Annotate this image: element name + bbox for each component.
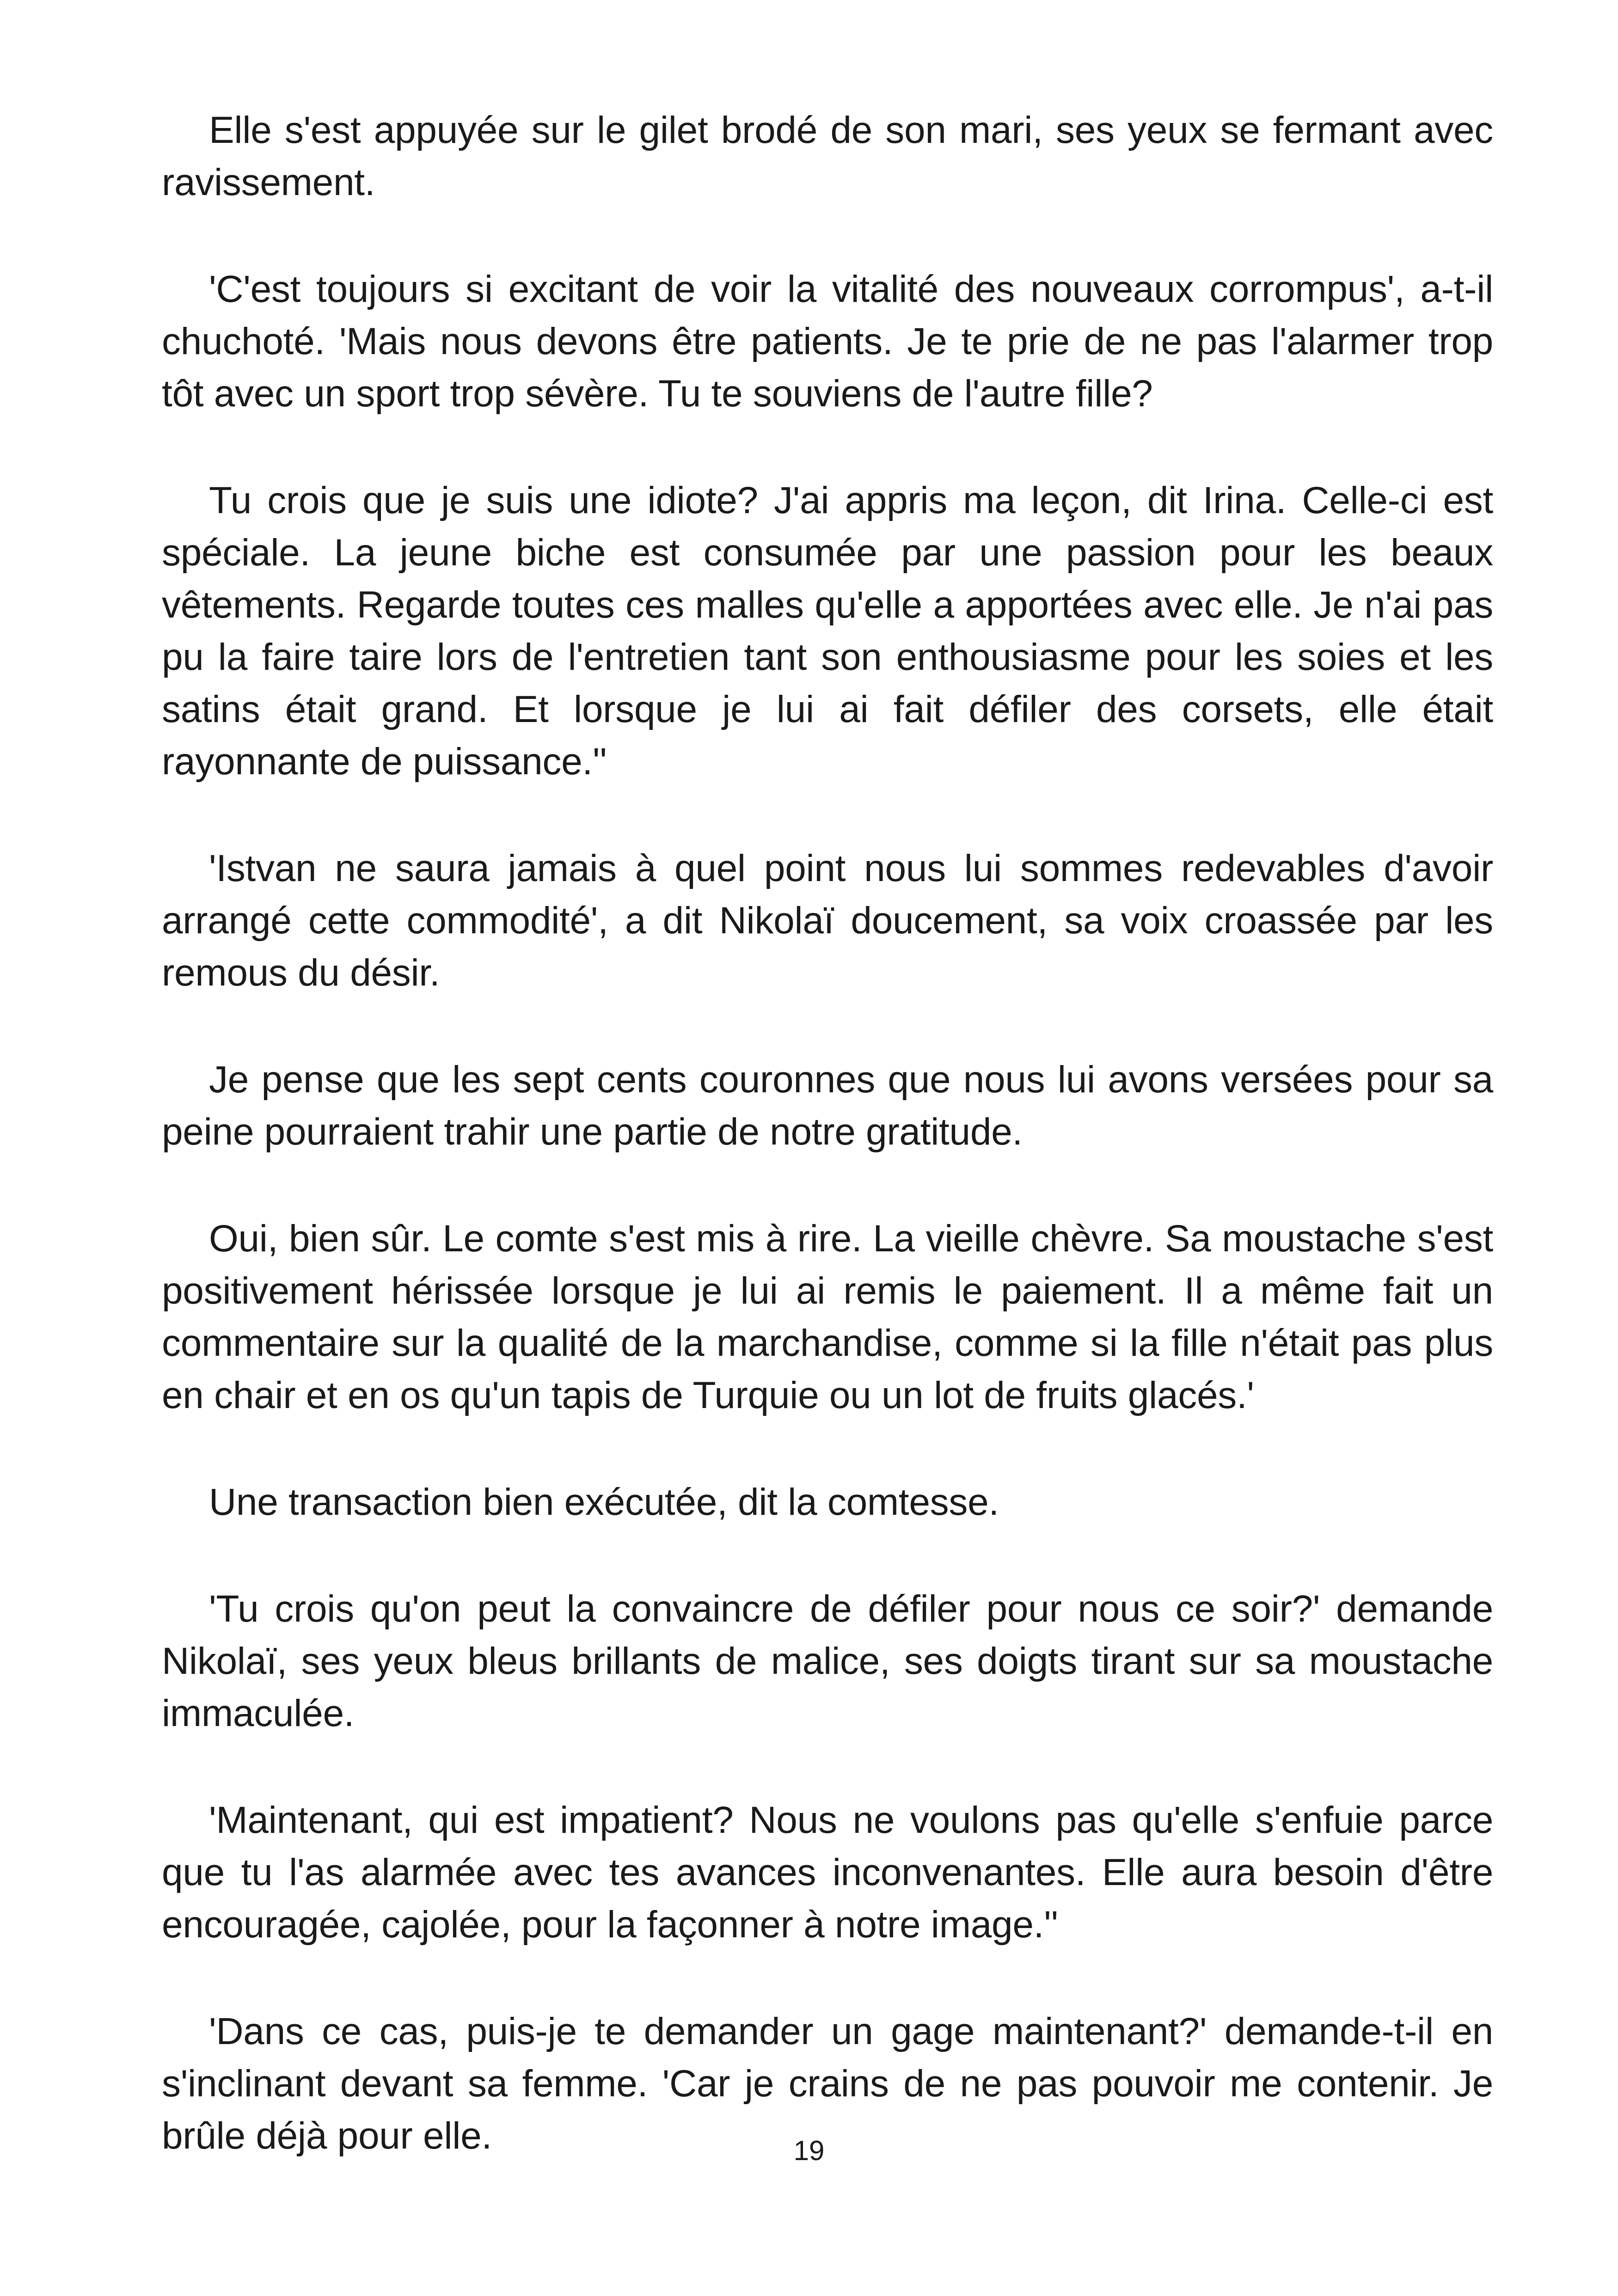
paragraph: Elle s'est appuyée sur le gilet brodé de son mari, ses yeux se fermant avec ravissement. — [162, 109, 1493, 203]
paragraph: Une transaction bien exécutée, dit la comtesse. — [209, 1481, 999, 1523]
page-number: 19 — [793, 2135, 825, 2166]
body-text — [162, 104, 1493, 2216]
paragraph: Je pense que les sept cents couronnes que nous lui avons versées pour sa peine pourraient trahir une partie de notre gratitude. — [162, 1059, 1493, 1153]
paragraph: 'Tu crois qu'on peut la convaincre de défiler pour nous ce soir?' demande Nikolaï, ses yeux bleus brillants de malice, ses doigts tirant sur sa moustache immaculée. — [162, 1588, 1493, 1734]
paragraph: 'Dans ce cas, puis-je te demander un gage maintenant?' demande-t-il en s'inclinant devant sa femme. 'Car je crains de ne pas pouvoir me contenir. Je brûle déjà pour elle. — [162, 2010, 1493, 2157]
paragraph: 'C'est toujours si excitant de voir la vitalité des nouveaux corrompus', a-t-il chuchoté. 'Mais nous devons être patients. Je te prie de ne pas l'alarmer trop tôt avec un sport trop sévère. Tu te souviens de l'autre fille? — [162, 268, 1493, 415]
paragraph: Tu crois que je suis une idiote? J'ai appris ma leçon, dit Irina. Celle-ci est spéciale. La jeune biche est consumée par une passion pour les beaux vêtements. Regarde toutes ces malles qu'elle a apportées avec elle. Je n'ai pas pu la faire taire lors de l'entretien tant son enthousiasme pour les soies et les satins était grand. Et lorsque je lui ai fait défiler des corsets, elle était rayonnante de puissance.'' — [162, 479, 1493, 783]
paragraph: Oui, bien sûr. Le comte s'est mis à rire. La vieille chèvre. Sa moustache s'est positivement hérissée lorsque je lui ai remis le paiement. Il a même fait un commentaire sur la qualité de la marchandise, comme si la fille n'était pas plus en chair et en os qu'un tapis de Turquie ou un lot de fruits glacés.' — [162, 1218, 1493, 1416]
paragraph: 'Maintenant, qui est impatient? Nous ne voulons pas qu'elle s'enfuie parce que tu l'as alarmée avec tes avances inconvenantes. Elle aura besoin d'être encouragée, cajolée, pour la façonner à notre image.'' — [162, 1799, 1493, 1946]
paragraph: 'Istvan ne saura jamais à quel point nous lui sommes redevables d'avoir arrangé cette commodité', a dit Nikolaï doucement, sa voix croassée par les remous du désir. — [162, 847, 1493, 994]
